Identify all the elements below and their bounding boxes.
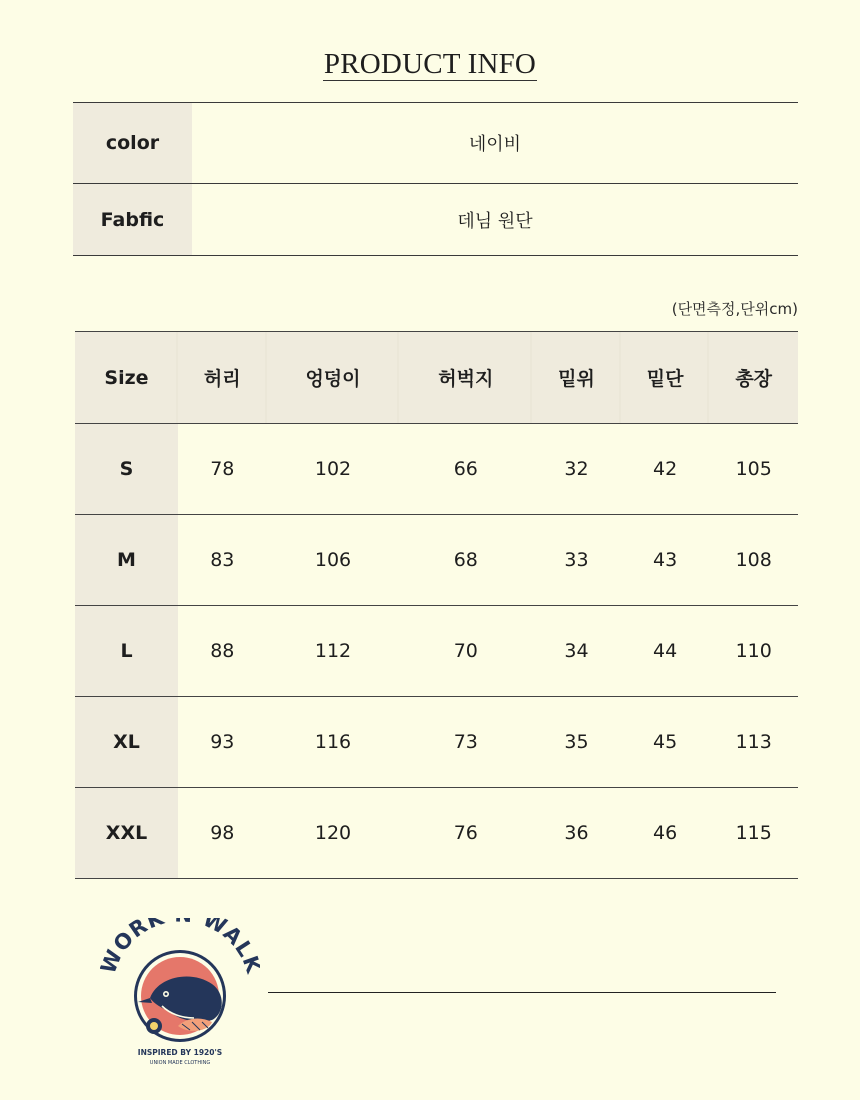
column-header: 총장: [709, 332, 798, 424]
value-cell: 108: [709, 515, 798, 606]
product-info-table: [73, 102, 798, 256]
size-cell: S: [75, 424, 178, 515]
value-cell: 68: [399, 515, 532, 606]
value-cell: 73: [399, 697, 532, 788]
size-cell: M: [75, 515, 178, 606]
value-cell: 43: [621, 515, 710, 606]
value-cell: 46: [621, 788, 710, 879]
value-cell: 70: [399, 606, 532, 697]
value-cell: 112: [267, 606, 400, 697]
value-cell: 45: [621, 697, 710, 788]
page-title-wrap: [0, 48, 860, 81]
info-value: 네이비: [192, 103, 798, 184]
column-header: Size: [75, 332, 178, 424]
table-row: [75, 788, 798, 879]
value-cell: 32: [532, 424, 621, 515]
value-cell: 116: [267, 697, 400, 788]
table-row: [75, 697, 798, 788]
value-cell: 76: [399, 788, 532, 879]
size-table: [75, 331, 798, 879]
bird-badge-icon: [100, 918, 260, 1068]
column-header: 허벅지: [399, 332, 532, 424]
size-cell: XXL: [75, 788, 178, 879]
value-cell: 93: [178, 697, 267, 788]
info-row-fabric: [73, 184, 798, 256]
column-header: 허리: [178, 332, 267, 424]
value-cell: 66: [399, 424, 532, 515]
table-row: [75, 424, 798, 515]
value-cell: 98: [178, 788, 267, 879]
divider-line: [268, 992, 776, 993]
brand-logo: [100, 918, 260, 1068]
size-cell: XL: [75, 697, 178, 788]
logo-tagline: INSPIRED BY 1920'S: [137, 1048, 223, 1057]
size-table-header: [75, 332, 798, 424]
page-title: PRODUCT INFO: [323, 48, 537, 80]
column-header: 밑단: [621, 332, 710, 424]
column-header: 밑위: [532, 332, 621, 424]
value-cell: 35: [532, 697, 621, 788]
value-cell: 78: [178, 424, 267, 515]
info-label: color: [73, 103, 192, 184]
value-cell: 42: [621, 424, 710, 515]
table-row: [75, 515, 798, 606]
unit-note: (단면측정,단위cm): [671, 300, 798, 318]
value-cell: 83: [178, 515, 267, 606]
value-cell: 44: [621, 606, 710, 697]
column-header: 엉덩이: [267, 332, 400, 424]
info-label: Fabfic: [73, 184, 192, 256]
logo-subline: UNION MADE CLOTHING: [149, 1060, 211, 1066]
value-cell: 106: [267, 515, 400, 606]
value-cell: 34: [532, 606, 621, 697]
value-cell: 88: [178, 606, 267, 697]
size-cell: L: [75, 606, 178, 697]
value-cell: 120: [267, 788, 400, 879]
value-cell: 113: [709, 697, 798, 788]
value-cell: 115: [709, 788, 798, 879]
value-cell: 105: [709, 424, 798, 515]
info-row-color: [73, 103, 798, 184]
value-cell: 102: [267, 424, 400, 515]
table-row: [75, 606, 798, 697]
value-cell: 110: [709, 606, 798, 697]
info-value: 데님 원단: [192, 184, 798, 256]
value-cell: 36: [532, 788, 621, 879]
logo-brand-text: ORK WAL: [108, 918, 259, 962]
value-cell: 33: [532, 515, 621, 606]
